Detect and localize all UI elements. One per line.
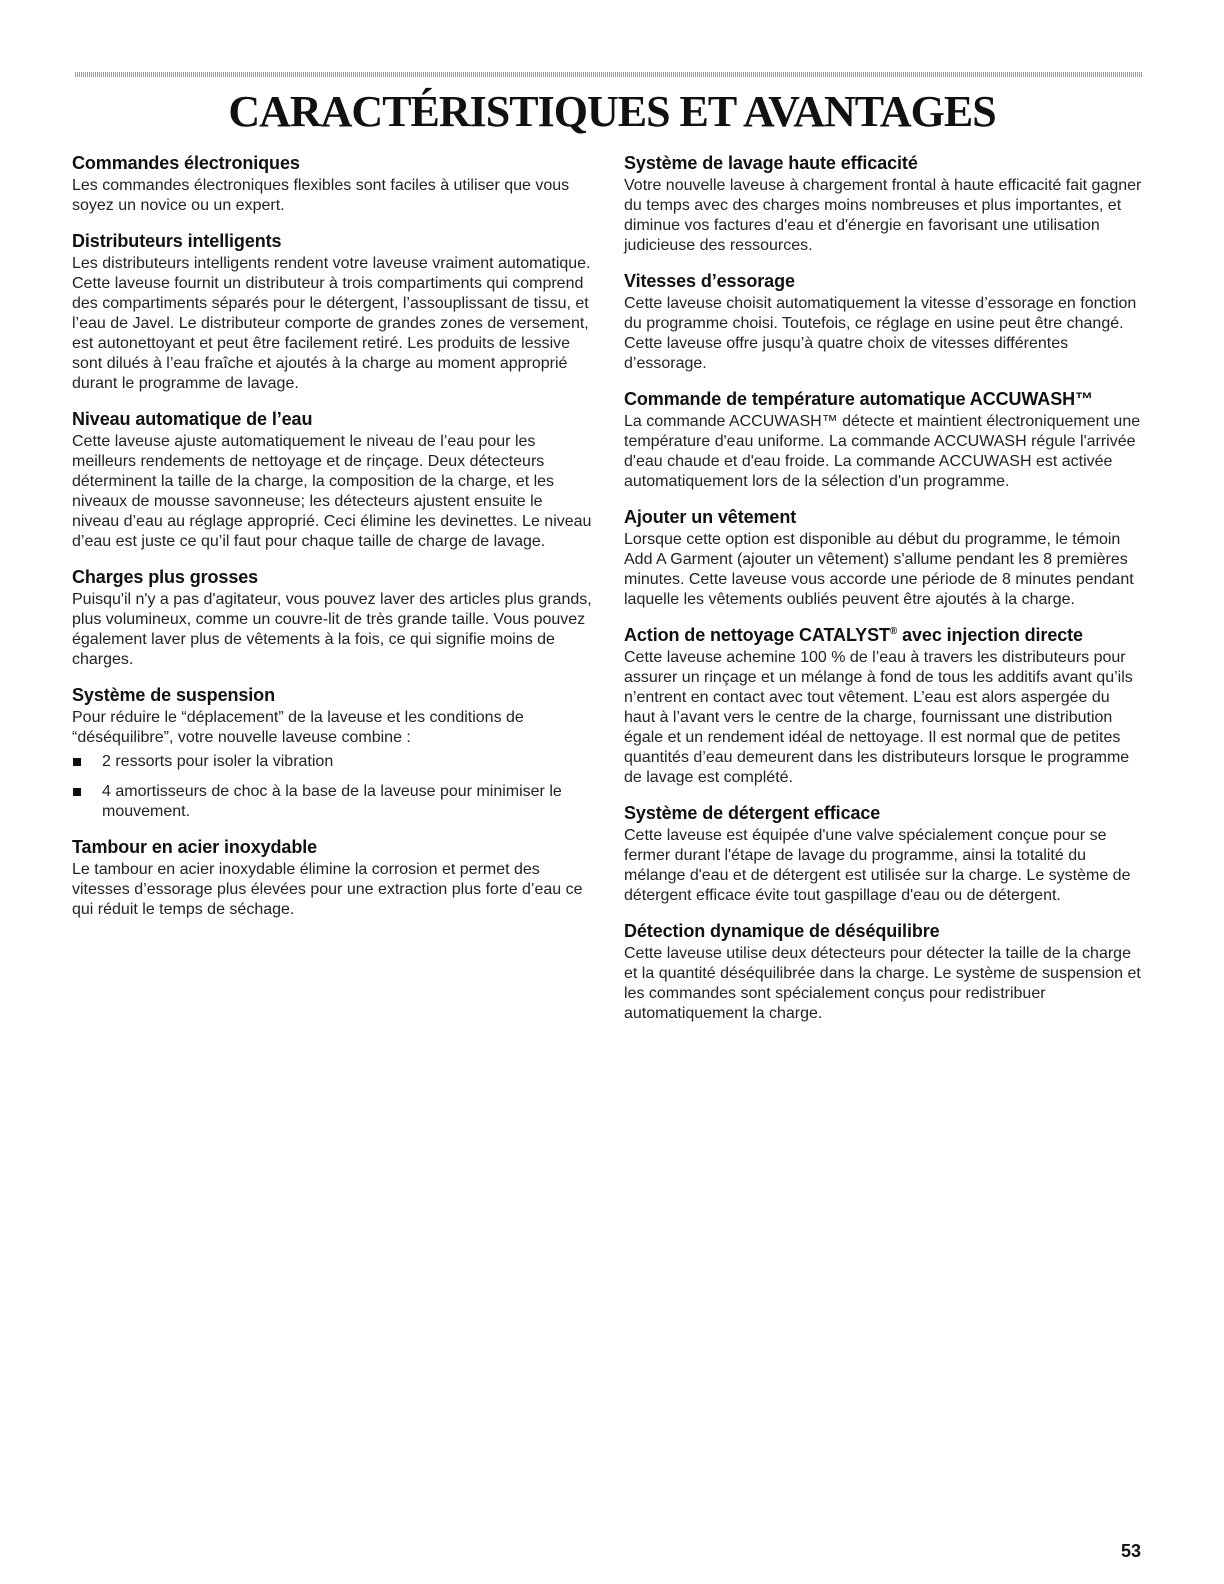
section-tambour-acier [72,836,592,920]
section-detergent-efficace [624,802,1144,906]
list-item-text: 2 ressorts pour isoler la vibration [102,753,334,770]
header-rule [75,72,1143,77]
section-heading: Détection dynamique de déséquilibre [624,921,940,941]
section-heading [624,624,1144,647]
list-item-text: 4 amortisseurs de choc à la base de la laveuse pour minimiser le mouvement. [102,783,562,820]
section-heading: Système de lavage haute efficacité [624,153,918,173]
section-heading: Système de suspension [72,685,275,705]
section-charges-plus-grosses [72,566,592,670]
section-heading: Niveau automatique de l’eau [72,409,313,429]
list-item [72,782,592,822]
heading-part: Action de nettoyage CATALYST [624,625,890,645]
section-commandes-electroniques [72,152,592,216]
section-text: Cette laveuse est équipée d'une valve spécialement conçue pour se fermer durant l'étape de lavage du programme, ainsi la totalité du mélange d'eau et de détergent est utilisée sur la charge. Le système de détergent efficace évite tout gaspillage d'eau ou de détergent. [624,827,1131,904]
section-text: Cette laveuse achemine 100 % de l’eau à travers les distributeurs pour assurer un rinçage et un mélange à fond de tous les additifs avant qu’ils n’entrent en contact avec tout vêtement. L’eau est alors aspergée du haut à l’avant vers le centre de la charge, fournissant une distribution égale et un rendement idéal de nettoyage. Il est normal que de petites quantités d’eau demeurent dans les distributeurs lorsque le programme de lavage est complété. [624,649,1133,786]
section-accuwash [624,388,1144,492]
section-heading: Charges plus grosses [72,567,259,587]
section-text: Puisqu'il n'y a pas d'agitateur, vous pouvez laver des articles plus grands, plus volumineux, comme un couvre-lit de très grande taille. Vous pouvez également laver plus de vêtements à la fois, ce qui signifie moins de charges. [72,591,592,668]
section-vitesses-essorage [624,270,1144,374]
list-item [72,752,592,772]
section-heading: Commande de température automatique ACCUWASH™ [624,389,1093,409]
page-number: 53 [1120,1541,1141,1561]
section-text: La commande ACCUWASH™ détecte et maintient électroniquement une température d'eau uniforme. La commande ACCUWASH régule l'arrivée d'eau chaude et d'eau froide. La commande ACCUWASH est activée automatiquement lors de la sélection d'un programme. [624,413,1141,490]
section-heading: Ajouter un vêtement [624,507,797,527]
section-text: Le tambour en acier inoxydable élimine la corrosion et permet des vitesses d’essorage plus élevées pour une extraction plus forte d’eau ce qui réduit le temps de séchage. [72,861,583,918]
page-title: CARACTÉRISTIQUES ET AVANTAGES [228,87,996,136]
section-text: Cette laveuse utilise deux détecteurs pour détecter la taille de la charge et la quantité déséquilibrée dans la charge. Le système de suspension et les commandes sont spécialement conçus pour redistribuer automatiquement la charge. [624,945,1141,1022]
section-heading: Commandes électroniques [72,153,300,173]
section-lavage-haute-efficacite [624,152,1144,256]
section-systeme-suspension [72,684,592,822]
square-bullet-icon [73,788,81,796]
section-text: Cette laveuse ajuste automatiquement le niveau de l’eau pour les meilleurs rendements de nettoyage et de rinçage. Deux détecteurs déterminent la taille de la charge, la composition de la charge, et les niveaux de mousse savonneuse; les détecteurs ajustent ensuite le niveau d’eau au réglage approprié. Ceci élimine les devinettes. Le niveau d’eau est juste ce qu’il faut pour chaque taille de charge de lavage. [72,433,592,550]
section-detection-desequilibre [624,920,1144,1024]
registered-mark: ® [889,626,898,637]
square-bullet-icon [73,758,81,766]
section-niveau-automatique-eau [72,408,592,552]
section-text: Les distributeurs intelligents rendent votre laveuse vraiment automatique. Cette laveuse fournit un distributeur à trois compartiments qui comprend des compartiments séparés pour le détergent, l’assouplissant de tissu, et l’eau de Javel. Le distributeur comporte de grandes zones de versement, est autonettoyant et peut être facilement retiré. Les produits de lessive sont dilués à l’eau fraîche et ajoutés à la charge au moment approprié durant le programme de lavage. [72,255,591,392]
section-ajouter-vetement [624,506,1144,610]
section-text: Cette laveuse choisit automatiquement la vitesse d’essorage en fonction du programme choisi. Toutefois, ce réglage en usine peut être changé. Cette laveuse offre jusqu’à quatre choix de vitesses différentes d’essorage. [624,295,1137,372]
section-text: Votre nouvelle laveuse à chargement frontal à haute efficacité fait gagner du temps avec des charges moins nombreuses et plus importantes, et diminue vos factures d'eau et d'énergie en favorisant une utilisation judicieuse des ressources. [624,177,1142,254]
section-catalyst [624,624,1144,788]
section-text: Lorsque cette option est disponible au début du programme, le témoin Add A Garment (ajouter un vêtement) s'allume pendant les 8 premières minutes. Cette laveuse vous accorde une période de 8 minutes pendant laquelle les vêtements oubliés peuvent être ajoutés à la charge. [624,531,1134,608]
section-heading: Tambour en acier inoxydable [72,837,318,857]
section-heading: Vitesses d’essorage [624,271,795,291]
heading-part: avec injection directe [897,625,1083,645]
bullet-list [72,752,592,822]
left-column [72,152,592,934]
right-column [624,152,1144,1038]
section-distributeurs-intelligents [72,230,592,394]
section-text: Les commandes électroniques flexibles sont faciles à utiliser que vous soyez un novice ou un expert. [72,177,570,214]
section-heading: Distributeurs intelligents [72,231,282,251]
section-heading: Système de détergent efficace [624,803,881,823]
section-text: Pour réduire le “déplacement” de la laveuse et les conditions de “déséquilibre”, votre nouvelle laveuse combine : [72,709,524,746]
